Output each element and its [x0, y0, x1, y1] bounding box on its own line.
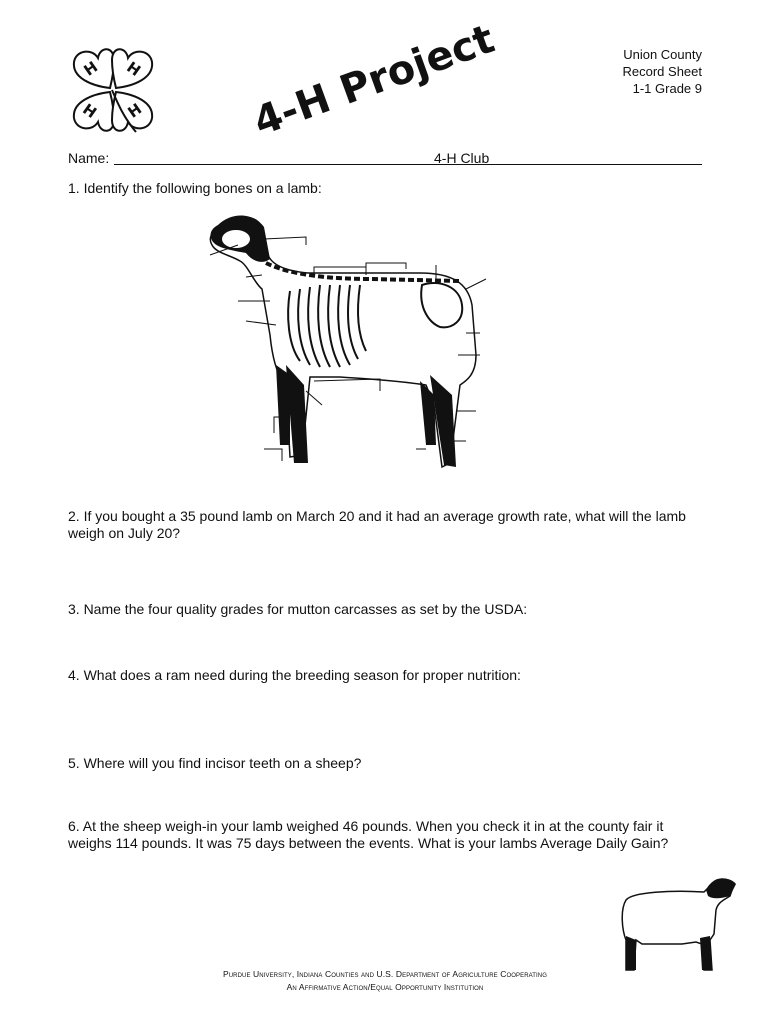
question-3: 3. Name the four quality grades for mutton carcasses as set by the USDA: [68, 601, 528, 617]
club-label: 4-H Club [434, 150, 490, 166]
name-club-row [68, 150, 708, 170]
footer-line-2: An Affirmative Action/Equal Opportunity Institution [286, 982, 484, 992]
footer [100, 968, 670, 994]
leaf-letter-h: H [80, 57, 102, 80]
leaf-letter-h: H [124, 99, 146, 122]
sheep-silhouette-icon [612, 870, 738, 975]
question-1: 1. Identify the following bones on a lamb: [68, 180, 322, 196]
footer-line-1: Purdue University, Indiana Counties and U.S. Department of Agriculture Cooperating [222, 969, 548, 979]
county-name: Union County [623, 47, 702, 62]
question-6: 6. At the sheep weigh-in your lamb weighed 46 pounds. When you check it in at the county fair it weighs 114 pounds. It was 75 days between the events. What is your lambs Average Daily Gain? [68, 818, 669, 851]
sheet-label: Record Sheet [622, 64, 702, 79]
four-h-clover-logo [62, 40, 162, 140]
question-5: 5. Where will you find incisor teeth on a sheep? [68, 755, 362, 771]
record-sheet-header [623, 46, 703, 97]
lamb-skeleton-diagram [190, 205, 490, 480]
club-field[interactable] [496, 164, 702, 165]
name-label: Name: [68, 150, 110, 166]
leaf-letter-h: H [123, 58, 144, 80]
four-leaf-clover-icon [62, 40, 162, 140]
grade-label: 1-1 Grade 9 [632, 81, 702, 96]
title-text: 4-H Project [247, 15, 501, 146]
question-4: 4. What does a ram need during the breeding season for proper nutrition: [68, 667, 521, 683]
leaf-letter-h: H [79, 100, 100, 122]
question-2: 2. If you bought a 35 pound lamb on March 20 and it had an average growth rate, what will the lamb weigh on July 20? [68, 508, 686, 541]
page-title [246, 15, 501, 146]
